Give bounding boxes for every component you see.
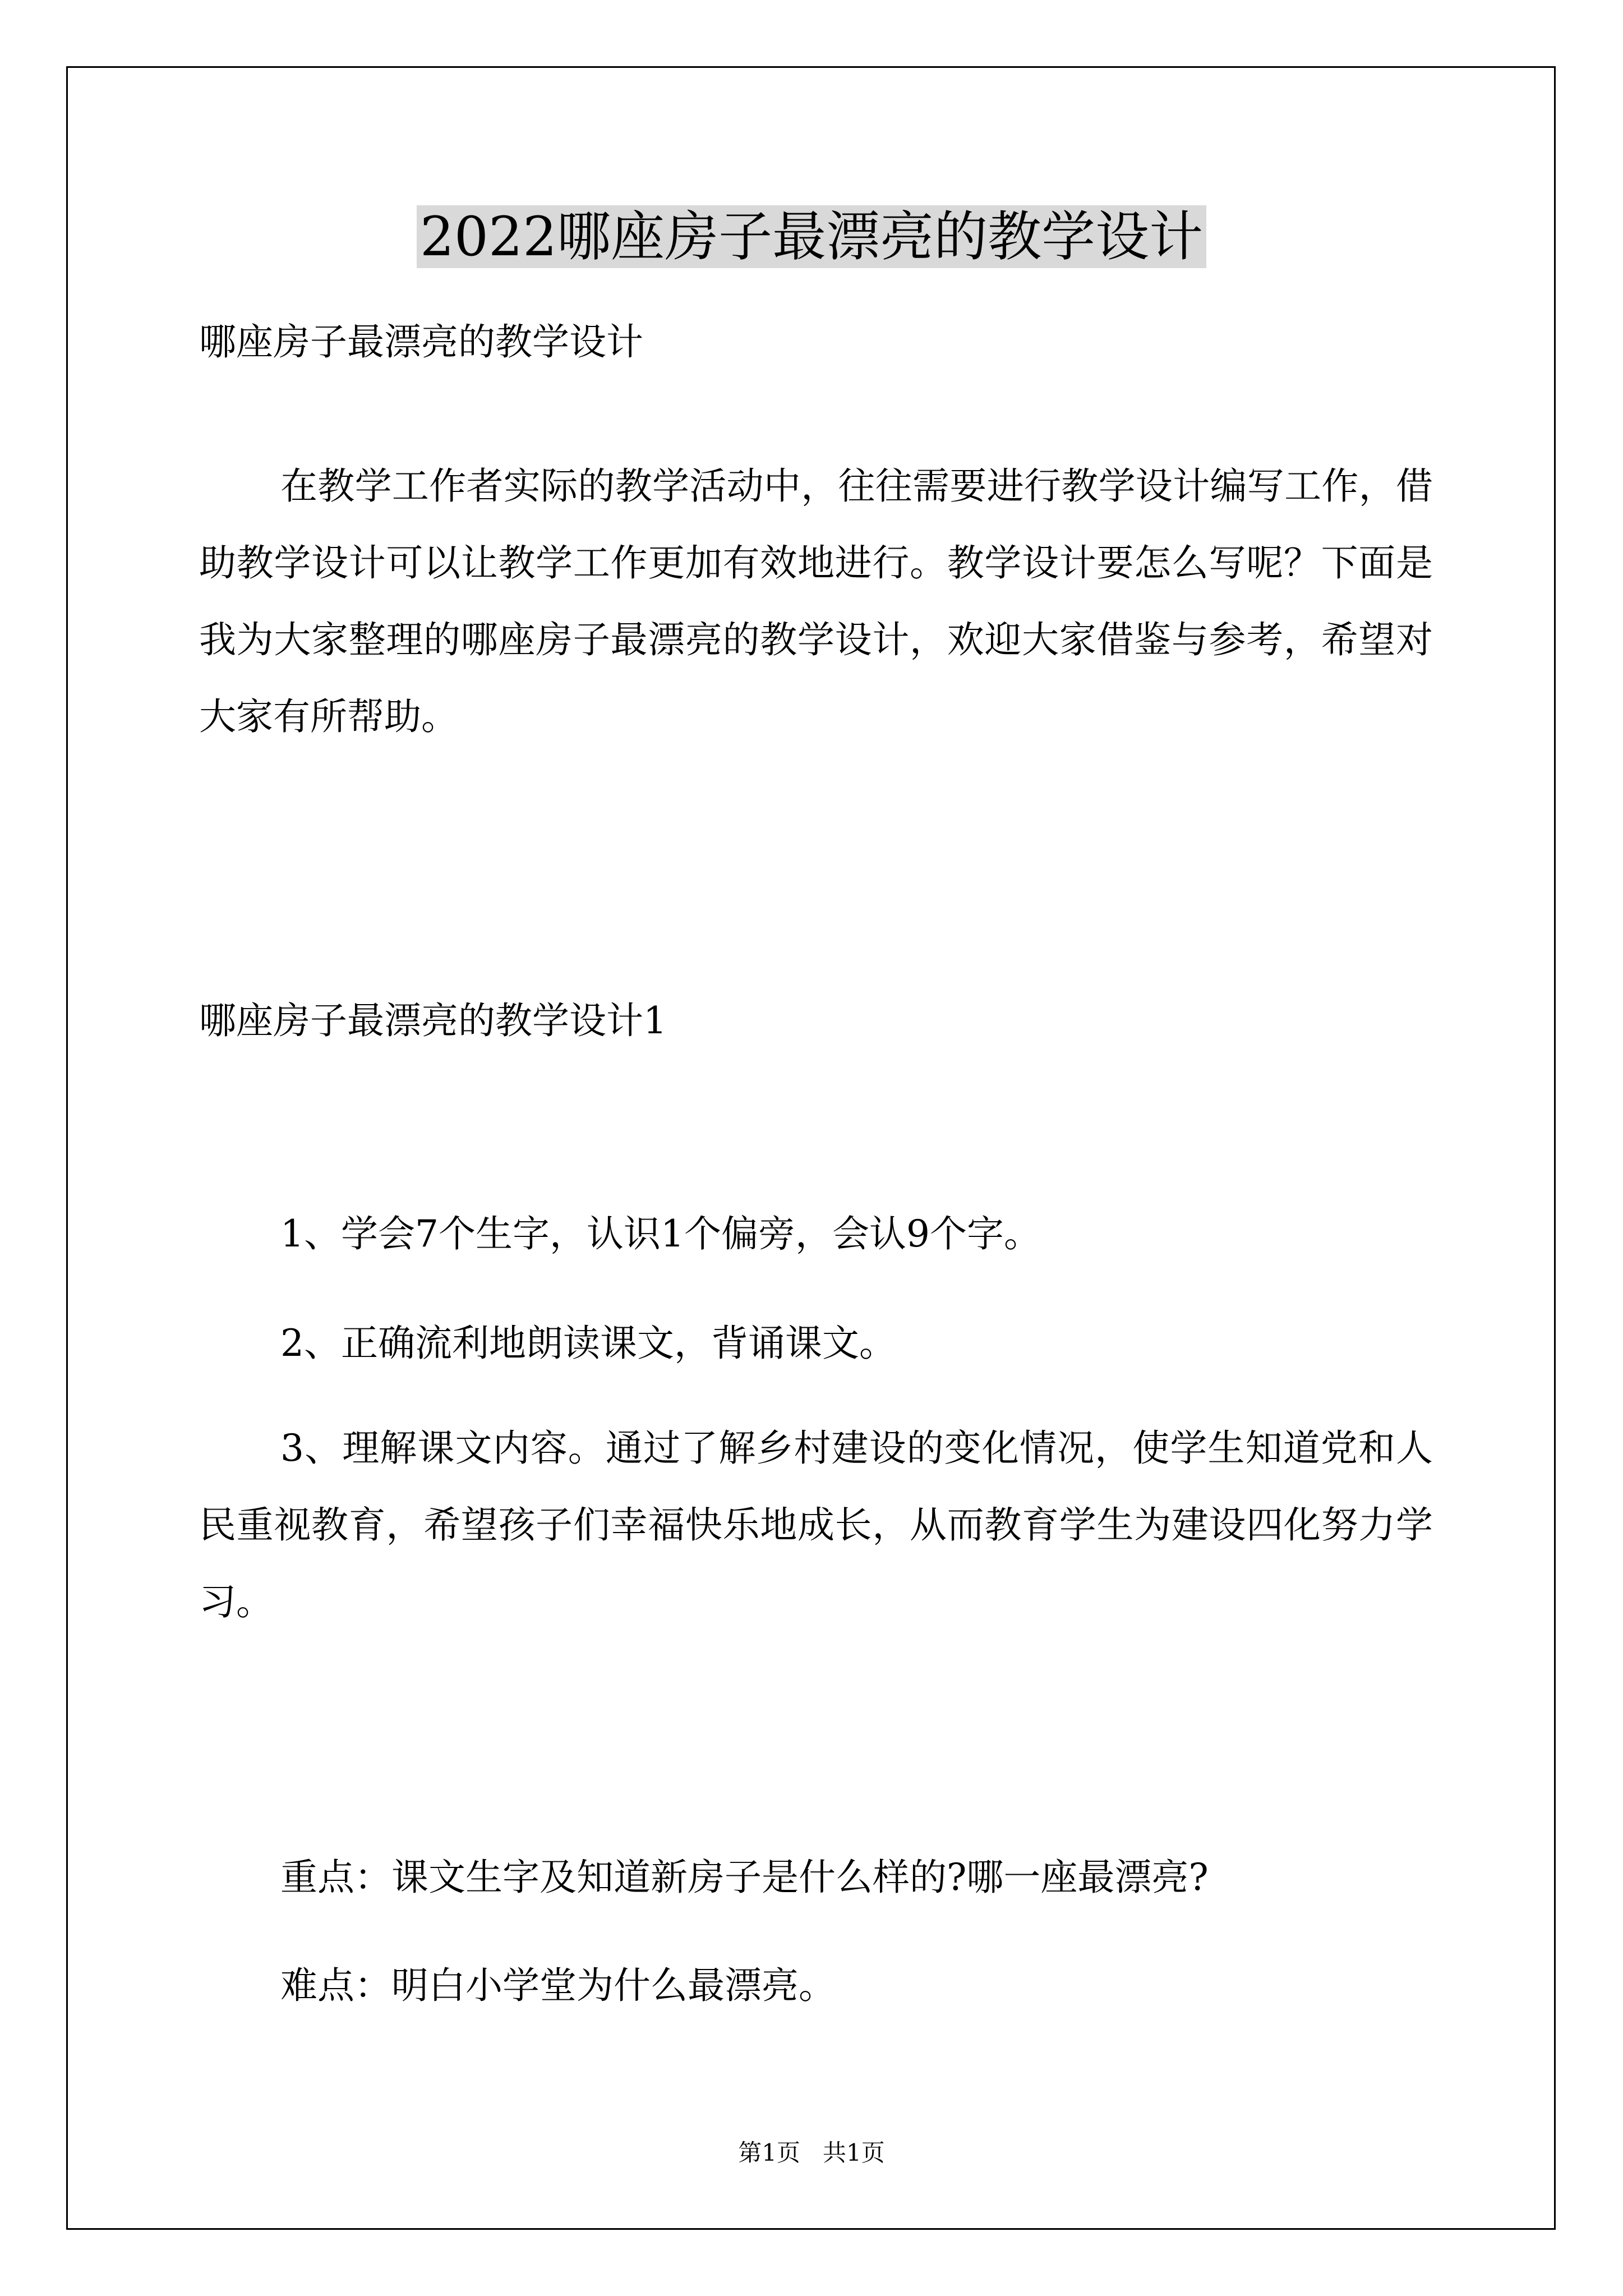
section-heading: 哪座房子最漂亮的教学设计1 <box>199 999 667 1042</box>
goal-item-2: 2、正确流利地朗读课文，背诵课文。 <box>280 1322 896 1365</box>
document-title <box>0 197 1623 276</box>
document-title-text: 2022哪座房子最漂亮的教学设计 <box>417 205 1206 268</box>
key-point: 重点：课文生字及知道新房子是什么样的?哪一座最漂亮? <box>280 1856 1209 1899</box>
difficulty-point: 难点：明白小学堂为什么最漂亮。 <box>280 1964 836 2007</box>
page-footer <box>0 2134 1623 2168</box>
goal-item-3: 3、理解课文内容。通过了解乡村建设的变化情况，使学生知道党和人民重视教育，希望孩子们幸福快乐地成长，从而教育学生为建设四化努力学习。 <box>199 1427 1433 1623</box>
document-subtitle: 哪座房子最漂亮的教学设计 <box>199 320 643 364</box>
intro-paragraph: 在教学工作者实际的教学活动中，往往需要进行教学设计编写工作，借助教学设计可以让教学工作更加有效地进行。教学设计要怎么写呢？下面是我为大家整理的哪座房子最漂亮的教学设计，欢迎大家借鉴与参考，希望对大家有所帮助。 <box>199 464 1433 738</box>
page-number-current: 第1页 <box>738 2139 800 2166</box>
page-number-total: 共1页 <box>823 2139 885 2166</box>
goal-item-1: 1、学会7个生字，认识1个偏旁，会认9个字。 <box>280 1212 1041 1255</box>
